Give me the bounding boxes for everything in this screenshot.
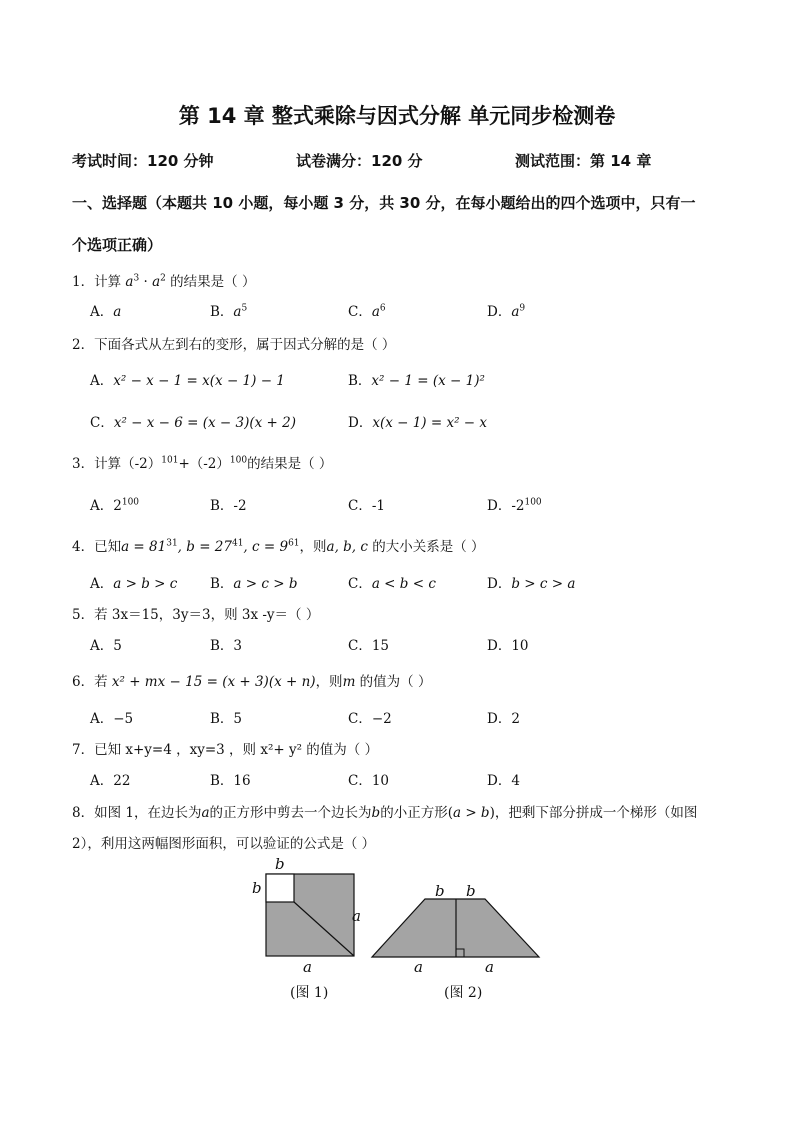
q2-option-d: D．x(x − 1) = x² − x bbox=[348, 415, 487, 431]
fig2-label-b2: b bbox=[466, 882, 476, 900]
question-6-stem: 6．若 x² + mx − 15 = (x + 3)(x + n)，则m 的值为（ ） bbox=[72, 674, 432, 690]
question-4-stem: 4．已知$a = 81^{31}$, $b = 27^{41}$, $c = 9^{61}$，则a, b, c 的大小关系是（ ） bbox=[72, 538, 485, 555]
q5-option-a: A．5 bbox=[90, 638, 122, 654]
fig1-label-left: b bbox=[252, 879, 262, 897]
q3-option-c: C．-1 bbox=[348, 498, 385, 514]
exam-time: 考试时间：120 分钟 bbox=[72, 152, 214, 170]
q5-option-d: D．10 bbox=[487, 638, 529, 654]
q3-option-d: D．$-2^{100}$ bbox=[487, 497, 542, 514]
figure-2-trapezoid bbox=[368, 876, 546, 980]
q7-option-c: C．10 bbox=[348, 773, 390, 789]
question-8-stem-line2: 2），利用这两幅图形面积，可以验证的公式是（ ） bbox=[72, 836, 376, 852]
q1-option-a: A．a bbox=[90, 304, 122, 320]
q4-option-a: A．a > b > c bbox=[90, 576, 178, 592]
question-5-stem: 5．若 3x＝15，3y＝3，则 3x -y＝（ ） bbox=[72, 607, 320, 623]
q4-option-c: C．a < b < c bbox=[348, 576, 436, 592]
q6-option-d: D．2 bbox=[487, 711, 520, 727]
fig1-label-bottom: a bbox=[303, 958, 312, 976]
q6-option-c: C．−2 bbox=[348, 711, 392, 727]
q7-option-a: A．22 bbox=[90, 773, 131, 789]
q3-option-b: B．-2 bbox=[210, 498, 247, 514]
q4-option-b: B．a > c > b bbox=[210, 576, 298, 592]
fig1-label-top: b bbox=[275, 855, 285, 873]
fig1-label-right: a bbox=[352, 907, 361, 925]
q5-option-b: B．3 bbox=[210, 638, 243, 654]
fig2-label-b1: b bbox=[435, 882, 445, 900]
figure-2-caption: (图 2) bbox=[444, 985, 483, 1001]
question-3-stem: 3．计算$(-2)^{101}+(-2)^{100}$的结果是（ ） bbox=[72, 455, 333, 472]
q1-option-d: D．$a^9$ bbox=[487, 303, 526, 320]
q1-option-c: C．$a^6$ bbox=[348, 303, 386, 320]
page-title: 第 14 章 整式乘除与因式分解 单元同步检测卷 bbox=[178, 104, 616, 128]
q6-option-a: A．−5 bbox=[90, 711, 134, 727]
q6-option-b: B．5 bbox=[210, 711, 243, 727]
test-scope: 测试范围：第 14 章 bbox=[515, 152, 652, 170]
fig2-label-a2: a bbox=[485, 958, 494, 976]
section-heading-line1: 一、选择题（本题共 10 小题，每小题 3 分，共 30 分，在每小题给出的四个选项中，只有一 bbox=[72, 194, 696, 212]
figure-1-caption: (图 1) bbox=[290, 985, 329, 1001]
fig2-label-a1: a bbox=[414, 958, 423, 976]
question-1-stem: 1．计算 $a^3 \cdot a^2$ 的结果是（ ） bbox=[72, 273, 256, 290]
q2-option-a: A．x² − x − 1 = x(x − 1) − 1 bbox=[90, 373, 285, 389]
q7-option-b: B．16 bbox=[210, 773, 251, 789]
q5-option-c: C．15 bbox=[348, 638, 390, 654]
q4-option-d: D．b > c > a bbox=[487, 576, 576, 592]
q2-option-c: C．x² − x − 6 = (x − 3)(x + 2) bbox=[90, 415, 297, 431]
q2-option-b: B．x² − 1 = (x − 1)² bbox=[348, 373, 485, 389]
question-7-stem: 7．已知 x+y=4 ，xy=3 ，则 x²+ y² 的值为（ ） bbox=[72, 742, 379, 758]
q1-option-b: B．$a^5$ bbox=[210, 303, 248, 320]
question-2-stem: 2．下面各式从左到右的变形，属于因式分解的是（ ） bbox=[72, 337, 396, 353]
full-score: 试卷满分：120 分 bbox=[296, 152, 423, 170]
question-8-stem-line1: 8．如图 1，在边长为a的正方形中剪去一个边长为b的小正方形(a > b)，把剩下部分拼成一个梯形（如图 bbox=[72, 805, 698, 821]
q3-option-a: A．$2^{100}$ bbox=[90, 497, 140, 514]
figure-1-square bbox=[240, 852, 370, 982]
section-heading-line2: 个选项正确） bbox=[72, 236, 163, 254]
q7-option-d: D．4 bbox=[487, 773, 520, 789]
small-square-cut bbox=[266, 874, 294, 902]
